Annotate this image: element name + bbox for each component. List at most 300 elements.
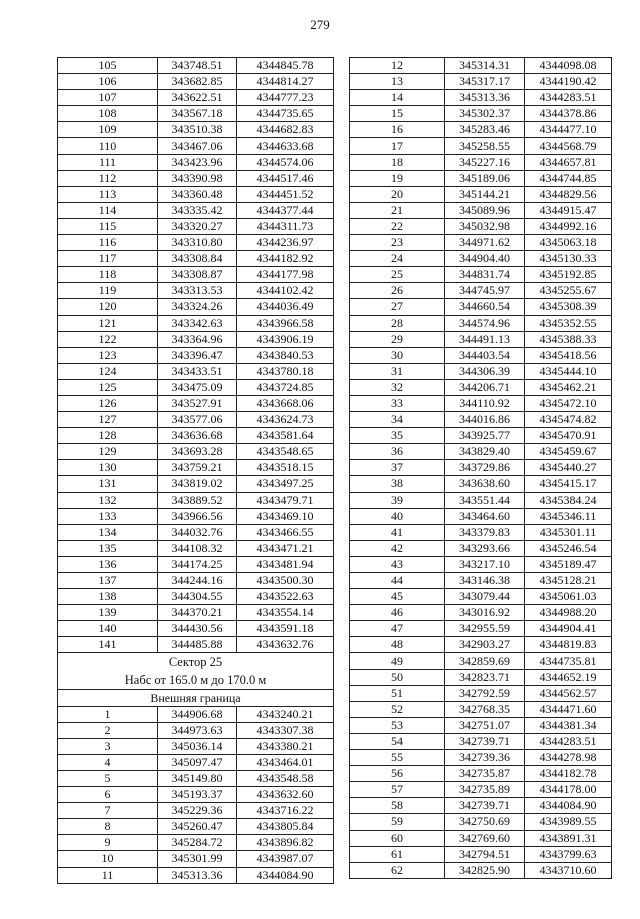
x-coordinate-cell: 343308.87 [158,267,237,283]
y-coordinate-cell: 4344182.78 [525,766,612,782]
table-row [350,379,612,395]
table-row [58,315,334,331]
point-number-cell: 106 [58,74,158,90]
table-row [58,347,334,363]
y-coordinate-cell: 4343548.58 [237,770,334,786]
table-row [350,444,612,460]
x-coordinate-cell: 345283.46 [445,122,525,138]
table-row [350,862,612,878]
table-row [58,819,334,835]
table-row [350,766,612,782]
y-coordinate-cell: 4344036.49 [237,299,334,315]
point-number-cell: 17 [350,138,445,154]
x-coordinate-cell: 343966.56 [158,508,237,524]
table-row [58,299,334,315]
y-coordinate-cell: 4344845.78 [237,58,334,74]
point-number-cell: 43 [350,556,445,572]
y-coordinate-cell: 4345128.21 [525,573,612,589]
y-coordinate-cell: 4344657.81 [525,154,612,170]
table-row [350,412,612,428]
x-coordinate-cell: 345032.98 [445,218,525,234]
x-coordinate-cell: 345144.21 [445,186,525,202]
x-coordinate-cell: 343310.80 [158,235,237,251]
point-number-cell: 129 [58,444,158,460]
point-number-cell: 59 [350,814,445,830]
table-row [350,492,612,508]
y-coordinate-cell: 4344451.52 [237,186,334,202]
point-number-cell: 127 [58,412,158,428]
y-coordinate-cell: 4345474.82 [525,412,612,428]
table-row [58,770,334,786]
table-row [58,540,334,556]
table-row [58,122,334,138]
x-coordinate-cell: 342825.90 [445,862,525,878]
y-coordinate-cell: 4344652.19 [525,669,612,685]
point-number-cell: 1 [58,706,158,722]
table-row [58,492,334,508]
point-number-cell: 117 [58,251,158,267]
x-coordinate-cell: 343748.51 [158,58,237,74]
x-coordinate-cell: 343390.98 [158,170,237,186]
table-row [350,750,612,766]
y-coordinate-cell: 4344574.06 [237,154,334,170]
table-row [350,122,612,138]
point-number-cell: 108 [58,106,158,122]
y-coordinate-cell: 4345061.03 [525,589,612,605]
table-row [350,283,612,299]
table-row [58,722,334,738]
x-coordinate-cell: 342903.27 [445,637,525,653]
point-number-cell: 124 [58,363,158,379]
boundary-header-row [58,690,334,706]
table-row [58,605,334,621]
y-coordinate-cell: 4345346.11 [525,508,612,524]
table-row [58,90,334,106]
x-coordinate-cell: 344016.86 [445,412,525,428]
table-row [350,814,612,830]
y-coordinate-cell: 4343500.30 [237,573,334,589]
y-coordinate-cell: 4344992.16 [525,218,612,234]
point-number-cell: 32 [350,379,445,395]
point-number-cell: 58 [350,798,445,814]
table-row [58,738,334,754]
table-row [350,846,612,862]
x-coordinate-cell: 344244.16 [158,573,237,589]
x-coordinate-cell: 343622.51 [158,90,237,106]
point-number-cell: 116 [58,235,158,251]
point-number-cell: 42 [350,540,445,556]
point-number-cell: 113 [58,186,158,202]
coordinates-table-left [57,57,334,884]
x-coordinate-cell: 343475.09 [158,379,237,395]
x-coordinate-cell: 345258.55 [445,138,525,154]
x-coordinate-cell: 342859.69 [445,653,525,669]
point-number-cell: 10 [58,851,158,867]
x-coordinate-cell: 344485.88 [158,637,237,653]
y-coordinate-cell: 4344190.42 [525,74,612,90]
table-row [58,428,334,444]
point-number-cell: 2 [58,722,158,738]
y-coordinate-cell: 4344311.73 [237,218,334,234]
table-row [58,58,334,74]
y-coordinate-cell: 4343548.65 [237,444,334,460]
point-number-cell: 4 [58,754,158,770]
point-number-cell: 20 [350,186,445,202]
x-coordinate-cell: 343217.10 [445,556,525,572]
sector-header-row [58,653,334,690]
point-number-cell: 45 [350,589,445,605]
x-coordinate-cell: 342823.71 [445,669,525,685]
y-coordinate-cell: 4344915.47 [525,202,612,218]
point-number-cell: 132 [58,492,158,508]
y-coordinate-cell: 4344236.97 [237,235,334,251]
point-number-cell: 60 [350,830,445,846]
y-coordinate-cell: 4343380.21 [237,738,334,754]
table-row [58,218,334,234]
x-coordinate-cell: 343551.44 [445,492,525,508]
table-row [350,685,612,701]
y-coordinate-cell: 4345189.47 [525,556,612,572]
x-coordinate-cell: 342739.36 [445,750,525,766]
x-coordinate-cell: 345149.80 [158,770,237,786]
table-row [350,830,612,846]
point-number-cell: 23 [350,235,445,251]
point-number-cell: 40 [350,508,445,524]
table-row [350,733,612,749]
y-coordinate-cell: 4343805.84 [237,819,334,835]
x-coordinate-cell: 342739.71 [445,798,525,814]
point-number-cell: 33 [350,395,445,411]
x-coordinate-cell: 345036.14 [158,738,237,754]
table-row [350,460,612,476]
y-coordinate-cell: 4344735.81 [525,653,612,669]
x-coordinate-cell: 344904.40 [445,251,525,267]
x-coordinate-cell: 345193.37 [158,787,237,803]
table-row [350,540,612,556]
x-coordinate-cell: 342750.69 [445,814,525,830]
point-number-cell: 37 [350,460,445,476]
table-row [350,428,612,444]
table-row [58,476,334,492]
x-coordinate-cell: 345317.17 [445,74,525,90]
table-row [350,363,612,379]
table-row [58,379,334,395]
x-coordinate-cell: 343759.21 [158,460,237,476]
point-number-cell: 30 [350,347,445,363]
x-coordinate-cell: 344745.97 [445,283,525,299]
x-coordinate-cell: 343293.66 [445,540,525,556]
y-coordinate-cell: 4344471.60 [525,701,612,717]
y-coordinate-cell: 4343632.76 [237,637,334,653]
y-coordinate-cell: 4343966.58 [237,315,334,331]
table-row [350,669,612,685]
y-coordinate-cell: 4344562.57 [525,685,612,701]
x-coordinate-cell: 343567.18 [158,106,237,122]
table-row [350,235,612,251]
x-coordinate-cell: 343016.92 [445,605,525,621]
x-coordinate-cell: 343360.48 [158,186,237,202]
x-coordinate-cell: 343433.51 [158,363,237,379]
table-row [350,58,612,74]
point-number-cell: 141 [58,637,158,653]
table-row [350,251,612,267]
point-number-cell: 115 [58,218,158,234]
x-coordinate-cell: 343379.83 [445,524,525,540]
table-row [58,363,334,379]
table-row [58,138,334,154]
x-coordinate-cell: 342769.60 [445,830,525,846]
y-coordinate-cell: 4345462.21 [525,379,612,395]
point-number-cell: 119 [58,283,158,299]
x-coordinate-cell: 344574.96 [445,315,525,331]
y-coordinate-cell: 4345415.17 [525,476,612,492]
point-number-cell: 131 [58,476,158,492]
y-coordinate-cell: 4343554.14 [237,605,334,621]
table-row [58,706,334,722]
point-number-cell: 46 [350,605,445,621]
point-number-cell: 6 [58,787,158,803]
page-number: 279 [310,17,330,32]
x-coordinate-cell: 345301.99 [158,851,237,867]
x-coordinate-cell: 343464.60 [445,508,525,524]
table-row [58,267,334,283]
point-number-cell: 122 [58,331,158,347]
table-row [58,460,334,476]
y-coordinate-cell: 4344378.86 [525,106,612,122]
y-coordinate-cell: 4344744.85 [525,170,612,186]
x-coordinate-cell: 343396.47 [158,347,237,363]
x-coordinate-cell: 343682.85 [158,74,237,90]
y-coordinate-cell: 4344568.79 [525,138,612,154]
point-number-cell: 57 [350,782,445,798]
x-coordinate-cell: 344108.32 [158,540,237,556]
point-number-cell: 128 [58,428,158,444]
table-row [350,106,612,122]
y-coordinate-cell: 4344377.44 [237,202,334,218]
y-coordinate-cell: 4343479.71 [237,492,334,508]
x-coordinate-cell: 343577.06 [158,412,237,428]
x-coordinate-cell: 344403.54 [445,347,525,363]
point-number-cell: 53 [350,717,445,733]
x-coordinate-cell: 343889.52 [158,492,237,508]
point-number-cell: 51 [350,685,445,701]
y-coordinate-cell: 4344988.20 [525,605,612,621]
point-number-cell: 25 [350,267,445,283]
x-coordinate-cell: 344032.76 [158,524,237,540]
y-coordinate-cell: 4345130.33 [525,251,612,267]
table-row [350,605,612,621]
point-number-cell: 109 [58,122,158,138]
y-coordinate-cell: 4343632.60 [237,787,334,803]
x-coordinate-cell: 344206.71 [445,379,525,395]
table-row [350,701,612,717]
point-number-cell: 111 [58,154,158,170]
x-coordinate-cell: 343636.68 [158,428,237,444]
point-number-cell: 54 [350,733,445,749]
table-row [58,74,334,90]
point-number-cell: 133 [58,508,158,524]
table-row [58,867,334,883]
x-coordinate-cell: 345227.16 [445,154,525,170]
point-number-cell: 18 [350,154,445,170]
x-coordinate-cell: 343308.84 [158,251,237,267]
x-coordinate-cell: 345260.47 [158,819,237,835]
table-row [350,267,612,283]
x-coordinate-cell: 343313.53 [158,283,237,299]
sector-subtitle: Набс от 165.0 м до 170.0 м [124,673,267,688]
table-row [350,299,612,315]
y-coordinate-cell: 4344904.41 [525,621,612,637]
table-row [350,74,612,90]
point-number-cell: 16 [350,122,445,138]
x-coordinate-cell: 345089.96 [445,202,525,218]
table-row [58,170,334,186]
y-coordinate-cell: 4343518.15 [237,460,334,476]
table-row [58,508,334,524]
point-number-cell: 61 [350,846,445,862]
point-number-cell: 114 [58,202,158,218]
x-coordinate-cell: 343335.42 [158,202,237,218]
coordinates-table-right [349,57,612,879]
point-number-cell: 136 [58,556,158,572]
table-row [350,90,612,106]
y-coordinate-cell: 4343591.18 [237,621,334,637]
point-number-cell: 3 [58,738,158,754]
y-coordinate-cell: 4345352.55 [525,315,612,331]
y-coordinate-cell: 4343307.38 [237,722,334,738]
table-row [350,798,612,814]
x-coordinate-cell: 344906.68 [158,706,237,722]
table-row [350,476,612,492]
x-coordinate-cell: 343342.63 [158,315,237,331]
y-coordinate-cell: 4343466.55 [237,524,334,540]
table-row [350,782,612,798]
y-coordinate-cell: 4345459.67 [525,444,612,460]
point-number-cell: 138 [58,589,158,605]
x-coordinate-cell: 344971.62 [445,235,525,251]
y-coordinate-cell: 4344084.90 [525,798,612,814]
point-number-cell: 12 [350,58,445,74]
x-coordinate-cell: 345313.36 [445,90,525,106]
point-number-cell: 38 [350,476,445,492]
y-coordinate-cell: 4344177.98 [237,267,334,283]
point-number-cell: 24 [350,251,445,267]
table-row [350,589,612,605]
x-coordinate-cell: 344174.25 [158,556,237,572]
x-coordinate-cell: 344430.56 [158,621,237,637]
table-row [350,315,612,331]
table-row [58,412,334,428]
table-row [350,653,612,669]
table-row [350,186,612,202]
table-row [58,251,334,267]
y-coordinate-cell: 4345063.18 [525,235,612,251]
x-coordinate-cell: 344304.55 [158,589,237,605]
y-coordinate-cell: 4344633.68 [237,138,334,154]
table-row [58,835,334,851]
y-coordinate-cell: 4343989.55 [525,814,612,830]
point-number-cell: 9 [58,835,158,851]
table-row [350,218,612,234]
table-row [58,754,334,770]
x-coordinate-cell: 345189.06 [445,170,525,186]
x-coordinate-cell: 343729.86 [445,460,525,476]
point-number-cell: 29 [350,331,445,347]
y-coordinate-cell: 4343710.60 [525,862,612,878]
point-number-cell: 112 [58,170,158,186]
point-number-cell: 5 [58,770,158,786]
x-coordinate-cell: 343925.77 [445,428,525,444]
point-number-cell: 14 [350,90,445,106]
point-number-cell: 120 [58,299,158,315]
point-number-cell: 15 [350,106,445,122]
y-coordinate-cell: 4345388.33 [525,331,612,347]
y-coordinate-cell: 4345246.54 [525,540,612,556]
x-coordinate-cell: 344370.21 [158,605,237,621]
point-number-cell: 118 [58,267,158,283]
x-coordinate-cell: 345302.37 [445,106,525,122]
point-number-cell: 21 [350,202,445,218]
x-coordinate-cell: 343829.40 [445,444,525,460]
y-coordinate-cell: 4343522.63 [237,589,334,605]
x-coordinate-cell: 345229.36 [158,803,237,819]
point-number-cell: 19 [350,170,445,186]
point-number-cell: 56 [350,766,445,782]
table-row [350,556,612,572]
point-number-cell: 44 [350,573,445,589]
x-coordinate-cell: 343527.91 [158,395,237,411]
table-row [58,331,334,347]
x-coordinate-cell: 343079.44 [445,589,525,605]
point-number-cell: 125 [58,379,158,395]
table-row [350,621,612,637]
x-coordinate-cell: 342735.89 [445,782,525,798]
point-number-cell: 11 [58,867,158,883]
y-coordinate-cell: 4345440.27 [525,460,612,476]
x-coordinate-cell: 342735.87 [445,766,525,782]
table-row [58,395,334,411]
y-coordinate-cell: 4343471.21 [237,540,334,556]
y-coordinate-cell: 4344098.08 [525,58,612,74]
x-coordinate-cell: 343423.96 [158,154,237,170]
point-number-cell: 134 [58,524,158,540]
table-row [350,138,612,154]
x-coordinate-cell: 345314.31 [445,58,525,74]
x-coordinate-cell: 342739.71 [445,733,525,749]
point-number-cell: 26 [350,283,445,299]
point-number-cell: 48 [350,637,445,653]
sector-title: Сектор 25 [168,655,223,670]
y-coordinate-cell: 4344829.56 [525,186,612,202]
x-coordinate-cell: 344491.13 [445,331,525,347]
table-row [350,170,612,186]
table-row [58,283,334,299]
table-row [350,573,612,589]
point-number-cell: 13 [350,74,445,90]
y-coordinate-cell: 4343716.22 [237,803,334,819]
y-coordinate-cell: 4343464.01 [237,754,334,770]
table-row [350,508,612,524]
point-number-cell: 22 [350,218,445,234]
x-coordinate-cell: 343467.06 [158,138,237,154]
y-coordinate-cell: 4344477.10 [525,122,612,138]
point-number-cell: 34 [350,412,445,428]
point-number-cell: 27 [350,299,445,315]
table-row [350,331,612,347]
table-row [58,621,334,637]
y-coordinate-cell: 4345418.56 [525,347,612,363]
table-row [58,851,334,867]
